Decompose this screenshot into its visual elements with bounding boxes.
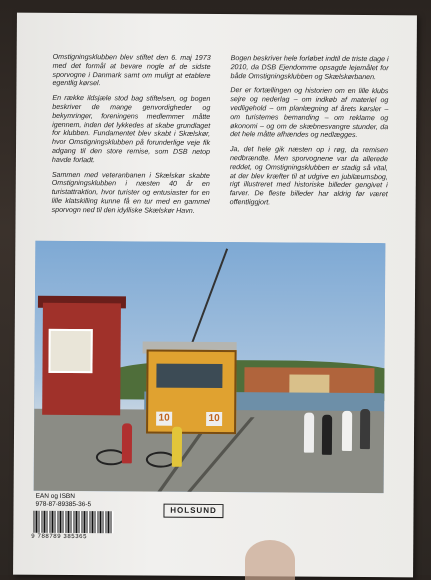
publisher-logo: HOLSUND bbox=[163, 504, 223, 518]
paragraph: Omstigningsklubben blev stiftet den 6. maj 1973 med det formål at bevare nogle af de sidste sporvogne i Danmark samt om muligt at etablere egentlig kørsel. bbox=[52, 52, 211, 88]
photo-tram-window bbox=[156, 364, 222, 388]
barcode-digits: 9 788789 385365 bbox=[31, 533, 88, 541]
text-column-right bbox=[230, 54, 389, 214]
paragraph: Sammen med veteranbanen i Skælskør skabte Omstigningsklubben i næsten 40 år en turistattraktion, hvor turister og entusiaster for en lille klatskilling kunne få en tur med en gammel sporvogn ned til den idylliske Skælskør Havn. bbox=[51, 170, 210, 215]
barcode-label bbox=[36, 493, 92, 508]
photo-house-window bbox=[48, 329, 92, 373]
barcode-label-title: EAN og ISBN bbox=[35, 492, 76, 501]
isbn-number: 978-87-89385-36-5 bbox=[35, 500, 92, 508]
paragraph: Bogen beskriver hele forløbet indtil de triste dage i 2010, da DSB Ejendomme opsagde lejemålet for både Omstigningsklubben og Skælskørbanen. bbox=[230, 54, 389, 81]
photo-person bbox=[122, 423, 132, 463]
photo-person bbox=[322, 415, 332, 455]
paragraph: En række ildsjæle stod bag stiftelsen, og bogen beskriver de mange genvordigheder og bekymringer, foreningens medlemmer måtte igennem, inden det lykkedes at skabe grundlaget for klubben. Fundamentet blev skabt i Skælskør, hvor Omstigningsklubben på forunderlige veje fik adgang til den store remise, som DSB netop havde forladt. bbox=[51, 94, 211, 164]
thumb bbox=[245, 540, 295, 580]
book-back-cover bbox=[13, 13, 417, 578]
photo-person bbox=[342, 411, 352, 451]
photo-person bbox=[360, 409, 370, 449]
tram-number-plate: 10 bbox=[206, 412, 222, 426]
tram-number-plate: 10 bbox=[156, 412, 172, 426]
paragraph: Der er fortællingen og historien om en lille klubs sejre og nederlag – om indkøb af materiel og vedligehold – om planlægning af årets kørsler – om turistemes bemanding – om reklame og økonomi – og om de skæbnesvangre stunder, da det hele måtte afhændes og nedlægges. bbox=[230, 86, 389, 140]
text-column-left bbox=[52, 53, 211, 222]
paragraph: Ja, det hele gik næsten op i røg, da remisen nedbrændte. Men sporvognene var da allerede reddet, og Omstigningsklubben er stadig så vital, at der blev kræfter til at udgive en jubilæumsbog, rigt illustreret med historiske billeder gengivet i farver. De fleste billeder har aldrig før været offentliggjort. bbox=[229, 145, 389, 207]
photo-person bbox=[172, 427, 182, 467]
tram-photo bbox=[34, 241, 386, 493]
barcode bbox=[33, 511, 113, 534]
photo-person bbox=[304, 413, 314, 453]
